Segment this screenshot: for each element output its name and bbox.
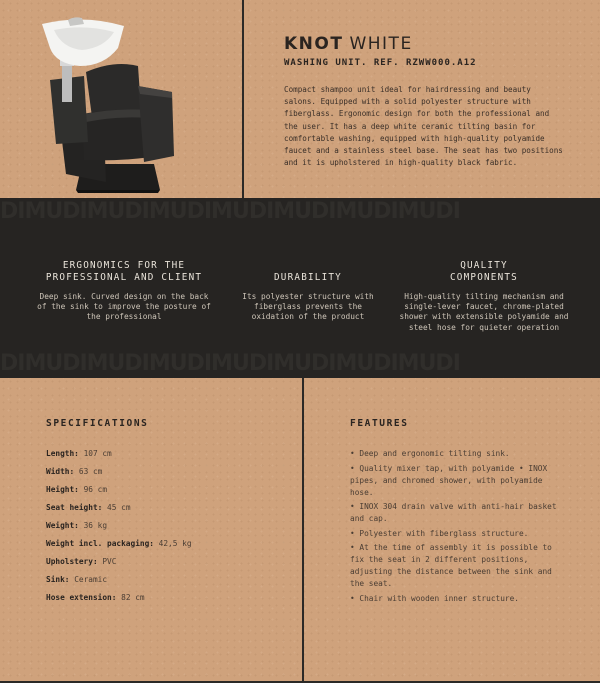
list-item: • Polyester with fiberglass structure.: [350, 528, 529, 538]
spec-row: Height: 96 cm: [46, 485, 108, 494]
product-description: Compact shampoo unit ideal for hairdressing and beauty salons. Equipped with a solid polyester structure with fiberglass. Ergonomic design for both the professional and the user. It has a deep white ceramic tilting basin for comfortable washing, equipped with high-quality polyamide faucet and a stainless steel base. The seat has two positions and it is upholstered in high-quality black fabric.: [284, 85, 563, 168]
spec-row: Width: 63 cm: [46, 467, 103, 476]
spec-row: Weight: 36 kg: [46, 521, 108, 530]
highlight-durability: [234, 260, 382, 323]
features-list: [350, 448, 565, 607]
features-title: FEATURES: [350, 418, 409, 429]
highlight-text: High-quality tilting mechanism and single-lever faucet, chrome-plated shower with extensible polyamide and steel hose for quieter operation: [399, 292, 569, 332]
product-title-bold: KNOT: [284, 34, 344, 54]
spec-row: Length: 107 cm: [46, 449, 112, 458]
product-header-section: [0, 0, 600, 198]
divider: [302, 378, 304, 683]
highlight-text: Its polyester structure with fiberglass prevents the oxidation of the product: [242, 292, 374, 322]
spec-row: Weight incl. packaging: 42,5 kg: [46, 539, 192, 548]
spec-row: Sink: Ceramic: [46, 575, 108, 584]
highlight-title: QUALITY COMPONENTS: [450, 260, 518, 283]
divider: [242, 0, 244, 198]
spec-row: Upholstery: PVC: [46, 557, 117, 566]
highlight-title: ERGONOMICS FOR THE PROFESSIONAL AND CLIENT: [45, 260, 203, 283]
specifications-list: [46, 448, 286, 610]
list-item: • Quality mixer tap, with polyamide • INOX pipes, and chromed shower, with polyamide hose.: [350, 463, 548, 497]
product-title: [284, 34, 584, 54]
highlight-ergonomics: [34, 260, 214, 323]
specifications-title: SPECIFICATIONS: [46, 418, 149, 429]
highlight-text: Deep sink. Curved design on the back of the sink to improve the posture of the professional: [37, 292, 211, 322]
washing-unit-image: [34, 14, 184, 194]
product-title-block: [284, 34, 584, 68]
brand-watermark-bottom: DIMUDIMUDIMUDIMUDIMUDIMUDIMUDI: [0, 351, 460, 376]
list-item: • Deep and ergonomic tilting sink.: [350, 449, 510, 458]
list-item: • INOX 304 drain valve with anti-hair basket and cap.: [350, 502, 557, 523]
brand-watermark-top: DIMUDIMUDIMUDIMUDIMUDIMUDIMUDI: [0, 199, 460, 224]
list-item: • At the time of assembly it is possible to fix the seat in 2 different positions, adjusting the distance between the sink and the seat.: [350, 543, 552, 588]
spec-row: Hose extension: 82 cm: [46, 593, 145, 602]
spec-row: Seat height: 45 cm: [46, 503, 131, 512]
product-title-light: WHITE: [349, 34, 413, 54]
highlight-quality: [396, 260, 572, 333]
product-subtitle: WASHING UNIT. REF. RZWW000.A12: [284, 58, 477, 68]
list-item: • Chair with wooden inner structure.: [350, 593, 519, 603]
highlight-title: DURABILITY: [274, 272, 342, 283]
highlights-band: [0, 198, 600, 378]
